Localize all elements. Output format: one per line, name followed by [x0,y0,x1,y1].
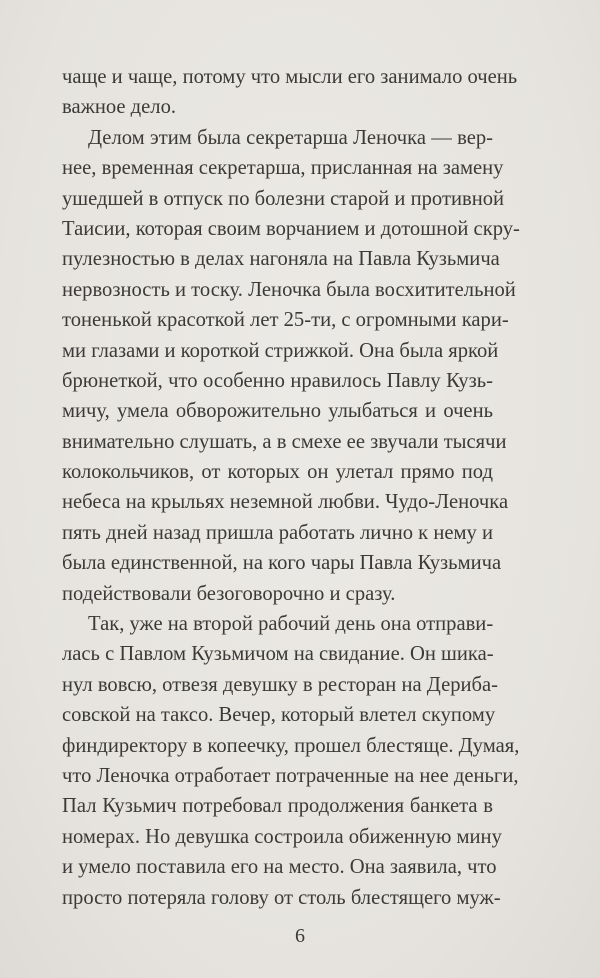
text-line: Так, уже на второй рабочий день она отправи- [88,613,494,636]
text-line: Таисии, которая своим ворчанием и дотошной скру- [62,217,520,240]
text-line: Делом этим была секретарша Леночка — вер- [88,126,493,149]
text-line: небеса на крыльях неземной любви. Чудо-Леночка [62,491,509,514]
text-line: брюнеткой, что особенно нравилось Павлу Кузь- [62,369,493,392]
text-line: мичу, умела обворожительно улыбаться и очень [62,400,493,423]
text-line: чаще и чаще, потому что мысли его занимало очень [62,66,518,88]
text-line: ми глазами и короткой стрижкой. Она была яркой [62,339,499,362]
text-line: нервозность и тоску. Леночка была восхитительной [62,278,516,301]
text-line: пять дней назад пришла работать лично к нему и [62,521,493,544]
text-line: тоненькой красоткой лет 25-ти, с огромными кари- [62,309,509,332]
text-line: номерах. Но девушка состроила обиженную мину [62,825,502,848]
text-line: важное дело. [62,96,177,119]
text-line: нее, временная секретарша, присланная на замену [62,157,504,180]
text-line: финдиректору в копеечку, прошел блестяще. Думая, [62,734,520,757]
text-line: что Леночка отработает потраченные на нее деньги, [62,764,519,787]
text-line: пулезностью в делах нагоняла на Павла Кузьмича [62,248,500,271]
page-number: 6 [295,925,305,947]
text-line: была единственной, на кого чары Павла Кузьмича [62,552,502,575]
text-line: и умело поставила его на место. Она заявила, что [62,856,497,879]
text-line: нул вовсю, отвезя девушку в ресторан на Дериба- [62,673,499,696]
text-line: Пал Кузьмич потребовал продолжения банкета в [62,795,493,818]
body-text [62,62,520,913]
text-line: подействовали безоговорочно и сразу. [62,582,396,605]
text-line: ушедшей в отпуск по болезни старой и противной [62,187,505,210]
text-line: просто потеряла голову от столь блестящего муж- [62,886,501,909]
text-line: колокольчиков, от которых он улетал прямо под [62,461,493,484]
text-line: лась с Павлом Кузьмичом на свидание. Он шика- [62,643,494,666]
text-line: внимательно слушать, а в смехе ее звучали тысячи [62,430,507,453]
text-line: совской на таксо. Вечер, который влетел скупому [62,704,496,727]
